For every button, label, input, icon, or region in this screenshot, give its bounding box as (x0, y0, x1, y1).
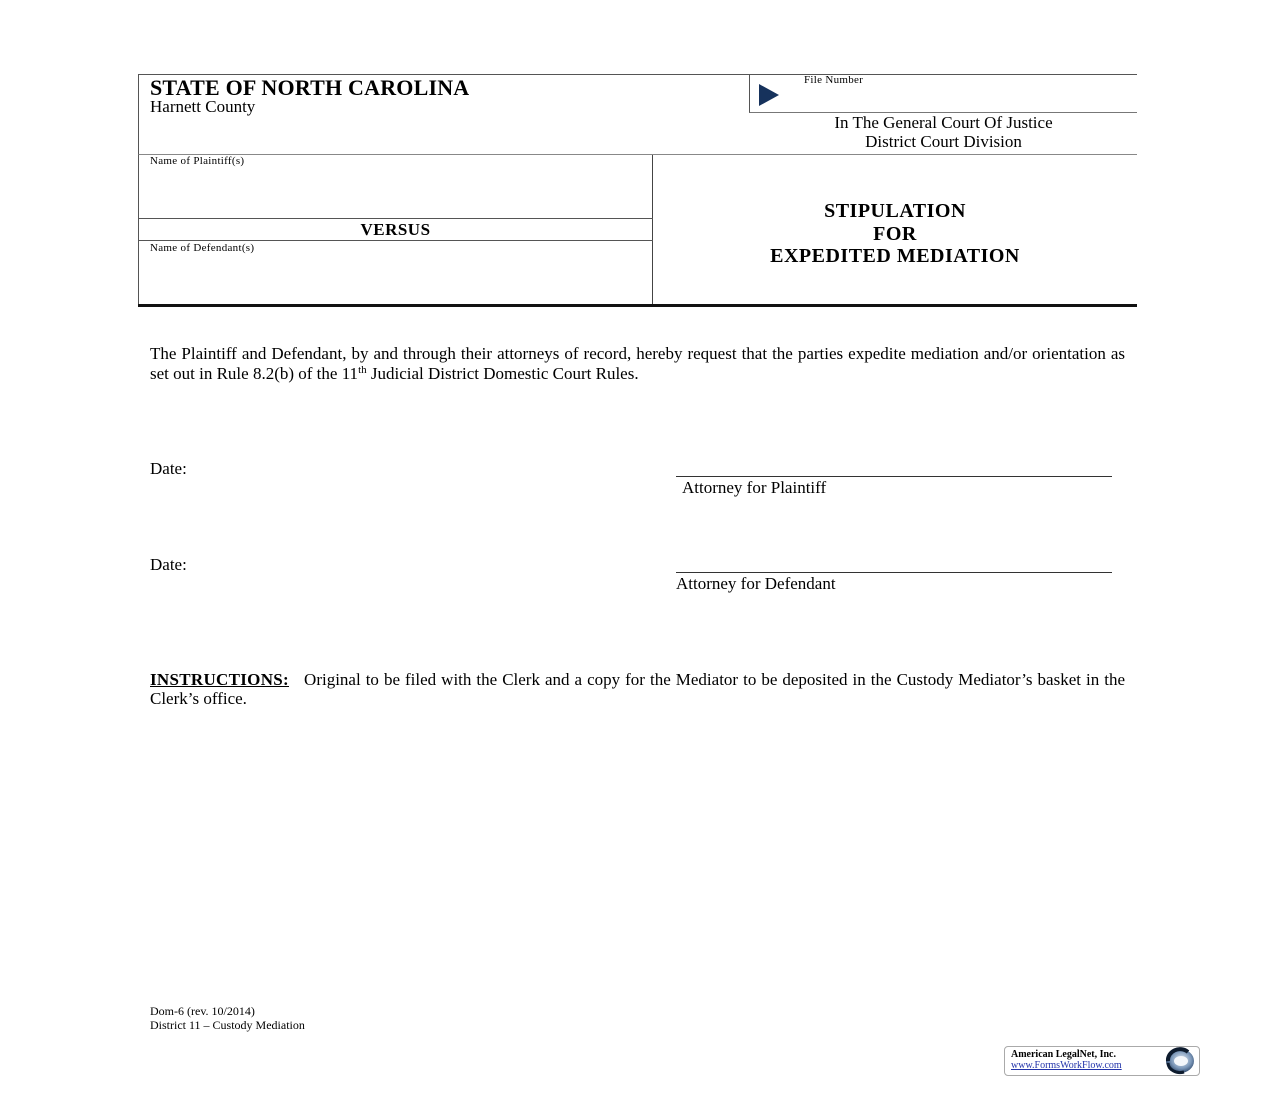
instructions-text: Original to be filed with the Clerk and a copy for the Mediator to be deposited in the Custody Mediator’s basket in the Clerk’s office. (150, 670, 1126, 708)
ordinal-suffix: th (358, 363, 367, 376)
form-description: District 11 – Custody Mediation (150, 1018, 305, 1032)
form-footer (150, 1004, 305, 1032)
date-label-defendant: Date: (150, 555, 187, 574)
caption-bottom-rule (138, 304, 1137, 307)
defendant-label: Name of Defendant(s) (150, 242, 255, 254)
company-name: American LegalNet, Inc. (1011, 1049, 1116, 1060)
defendant-attorney-label: Attorney for Defendant (676, 574, 836, 593)
arrow-right-icon (759, 84, 779, 106)
divider (138, 240, 653, 241)
defendant-signature-line[interactable] (676, 572, 1112, 573)
court-name: In The General Court Of Justice (834, 113, 1053, 132)
plaintiff-attorney-label: Attorney for Plaintiff (682, 478, 827, 497)
stipulation-paragraph (150, 344, 1125, 383)
date-label-plaintiff: Date: (150, 459, 187, 478)
file-number-label: File Number (804, 74, 864, 86)
plaintiff-label: Name of Plaintiff(s) (150, 155, 245, 167)
globe-logo-icon (1162, 1047, 1196, 1075)
court-division: District Court Division (865, 132, 1022, 151)
versus-label: VERSUS (360, 220, 431, 239)
document-title (653, 200, 1137, 268)
plaintiff-name-field[interactable] (150, 172, 645, 214)
defendant-name-field[interactable] (150, 258, 645, 300)
form-id: Dom-6 (rev. 10/2014) (150, 1004, 255, 1018)
title-line: STIPULATION (824, 200, 966, 222)
county-name: Harnett County (150, 97, 256, 116)
instructions (150, 670, 1125, 708)
state-name: STATE OF NORTH CAROLINA (150, 75, 470, 100)
title-line: EXPEDITED MEDIATION (770, 245, 1020, 267)
plaintiff-signature-line[interactable] (676, 476, 1112, 477)
title-line: FOR (873, 222, 917, 245)
paragraph-text: Judicial District Domestic Court Rules. (366, 363, 639, 383)
company-link[interactable]: www.FormsWorkFlow.com (1011, 1060, 1122, 1071)
instructions-heading: INSTRUCTIONS: (150, 670, 289, 689)
divider (138, 218, 653, 219)
paragraph-text: The Plaintiff and Defendant, by and through their attorneys of record, hereby request that the parties expedite mediation and/or orientation as set out in Rule 8.2(b) of the 11 (150, 344, 1125, 383)
